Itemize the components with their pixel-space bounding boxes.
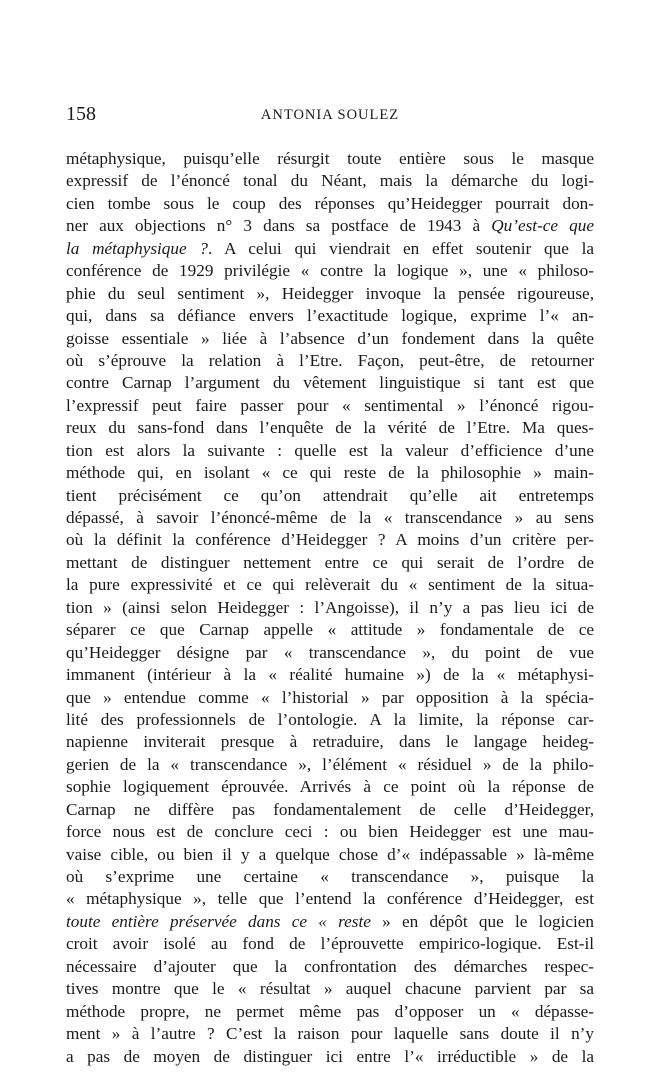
text-line (66, 821, 594, 843)
text-line (66, 911, 594, 933)
text-segment: ner aux objections n° 3 dans sa postface de 1943 à (66, 216, 492, 236)
text-line (66, 776, 594, 798)
text-segment: la pure expressivité et ce qui relèverait du « sentiment de la situa- (66, 575, 594, 595)
text-line (66, 866, 594, 888)
text-line (66, 799, 594, 821)
text-line (66, 844, 594, 866)
text-segment: goisse essentiale » liée à l’absence d’un fondement dans la quête (66, 328, 594, 348)
text-segment: napienne inviterait presque à retraduire, dans le langage heideg- (66, 732, 594, 752)
text-line (66, 350, 594, 372)
text-segment: sophie logiquement éprouvée. Arrivés à ce point où la réponse de (66, 777, 594, 797)
text-segment: méthode qui, en isolant « ce qui reste de la philosophie » main- (66, 463, 594, 483)
text-segment: phie du seul sentiment », Heidegger invoque la pensée rigoureuse, (66, 283, 594, 303)
text-segment: cien tombe sous le coup des réponses qu’Heidegger pourrait don- (66, 193, 594, 213)
text-line (66, 507, 594, 529)
text-line (66, 574, 594, 596)
text-line (66, 170, 594, 192)
text-line (66, 417, 594, 439)
text-segment: expressif de l’énoncé tonal du Néant, mais la démarche du logi- (66, 171, 594, 191)
text-segment: où s’exprime une certaine « transcendance », puisque la (66, 867, 594, 886)
text-segment: Carnap ne diffère pas fondamentalement de celle d’Heidegger, (66, 799, 594, 819)
text-line (66, 1001, 594, 1023)
text-line (66, 956, 594, 978)
text-line (66, 260, 594, 282)
text-segment: « métaphysique », telle que l’entend la conférence d’Heidegger, est (66, 889, 594, 909)
text-line (66, 754, 594, 776)
text-segment: immanent (intérieur à la « réalité humaine ») de la « métaphysi- (66, 665, 594, 685)
text-line (66, 328, 594, 350)
text-segment: contre Carnap l’argument du vêtement linguistique si tant est que (66, 373, 594, 393)
text-segment: méthode propre, ne permet même pas d’opposer un « dépasse- (66, 1001, 594, 1021)
text-line (66, 552, 594, 574)
text-line (66, 283, 594, 305)
text-line (66, 372, 594, 394)
text-segment: force nous est de conclure ceci : ou bien Heidegger est une mau- (66, 822, 594, 842)
text-segment: tion est alors la suivante : quelle est la valeur d’efficience d’une (66, 440, 594, 460)
text-line (66, 395, 594, 417)
text-line (66, 148, 594, 170)
text-segment: vaise cible, ou bien il y a quelque chose d’« indépassable » là-même (66, 844, 594, 864)
text-segment: tient précisément ce qu’on attendrait qu’elle ait entretemps (66, 485, 594, 505)
text-line (66, 238, 594, 260)
text-line (66, 215, 594, 237)
text-segment: mettant de distinguer nettement entre ce qui serait de l’ordre de (66, 552, 594, 572)
text-line (66, 642, 594, 664)
text-segment: . A celui qui viendrait en effet soutenir que la (207, 238, 594, 258)
text-line (66, 687, 594, 709)
text-segment: qui, dans sa défiance envers l’exactitude logique, exprime l’« an- (66, 306, 594, 326)
text-segment: où s’éprouve la relation à l’Etre. Façon, peut-être, de retourner (66, 350, 594, 370)
text-segment: nécessaire d’ajouter que la confrontation des démarches respec- (66, 956, 594, 976)
body-paragraph (66, 148, 594, 1068)
text-segment: » en dépôt que le logicien (370, 911, 594, 931)
running-head: ANTONIA SOULEZ (260, 107, 400, 123)
text-line (66, 193, 594, 215)
text-line (66, 1046, 594, 1068)
text-line (66, 664, 594, 686)
text-line (66, 1023, 594, 1045)
text-line (66, 731, 594, 753)
text-segment: où la définit la conférence d’Heidegger ? A moins d’un critère per- (66, 530, 594, 550)
text-segment: a pas de moyen de distinguer ici entre l’« irréductible » de la (66, 1046, 594, 1066)
page-header (66, 102, 594, 126)
text-line (66, 619, 594, 641)
text-line (66, 978, 594, 1000)
text-segment: reux du sans-fond dans l’enquête de la vérité de l’Etre. Ma ques- (66, 418, 594, 438)
text-segment: tives montre que le « résultat » auquel chacune parvient par sa (66, 979, 594, 999)
text-segment: séparer ce que Carnap appelle « attitude » fondamentale de ce (66, 620, 594, 640)
text-segment: qu’Heidegger désigne par « transcendance », du point de vue (66, 642, 594, 662)
text-segment: dépassé, à savoir l’énoncé-même de la « transcendance » au sens (66, 508, 594, 527)
text-segment: que » entendue comme « l’historial » par opposition à la spécia- (66, 687, 594, 707)
italic-text: toute entière préservée dans ce « reste (66, 911, 371, 931)
text-segment: ment » à l’autre ? C’est la raison pour laquelle sans doute il n’y (66, 1024, 594, 1044)
text-segment: tion » (ainsi selon Heidegger : l’Angoisse), il n’y a pas lieu ici de (66, 597, 594, 617)
text-segment: croit avoir isolé au fond de l’éprouvette empirico-logique. Est-il (66, 934, 594, 954)
text-segment: métaphysique, puisqu’elle résurgit toute entière sous le masque (66, 149, 594, 168)
text-line (66, 888, 594, 910)
text-line (66, 462, 594, 484)
text-line (66, 440, 594, 462)
italic-text: la métaphysique ? (66, 238, 208, 258)
text-line (66, 529, 594, 551)
italic-text: Qu’est-ce que (491, 216, 594, 236)
text-line (66, 305, 594, 327)
text-segment: l’expressif peut faire passer pour « sentimental » l’énoncé rigou- (66, 395, 594, 415)
text-line (66, 709, 594, 731)
page-number: 158 (66, 103, 96, 125)
text-segment: gerien de la « transcendance », l’élément « résiduel » de la philo- (66, 754, 594, 774)
text-line (66, 933, 594, 955)
text-segment: lité des professionnels de l’ontologie. A la limite, la réponse car- (66, 709, 594, 729)
text-line (66, 485, 594, 507)
text-line (66, 597, 594, 619)
text-segment: conférence de 1929 privilégie « contre la logique », une « philoso- (66, 261, 594, 281)
